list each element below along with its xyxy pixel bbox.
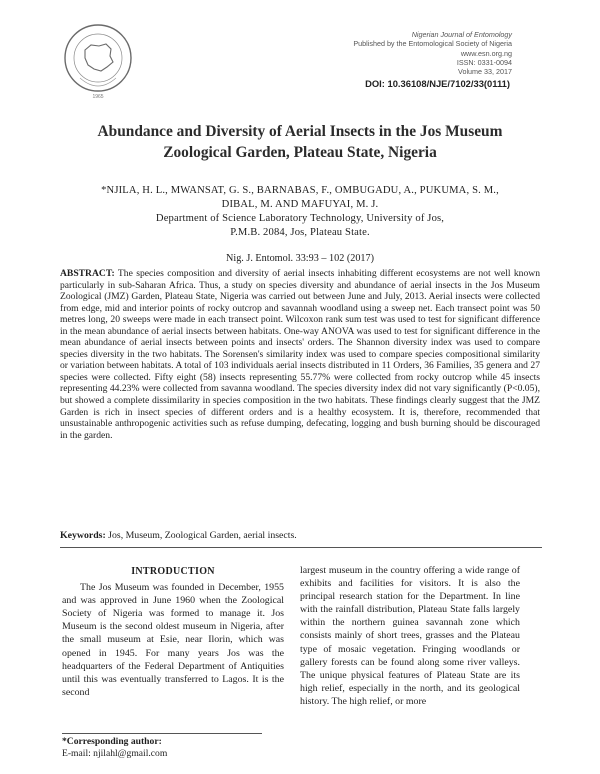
article-title [60, 121, 540, 163]
corresponding-author-email[interactable]: E-mail: njilahl@gmail.com [62, 747, 168, 759]
keywords-label: Keywords: [60, 530, 106, 541]
affiliation-line-2: P.M.B. 2084, Jos, Plateau State. [230, 227, 370, 238]
section-divider [60, 547, 542, 548]
journal-name: Nigerian Journal of Entomology [411, 30, 512, 39]
title-line-2: Zoological Garden, Plateau State, Nigeria [163, 144, 437, 161]
authors-line-2: DIBAL, M. AND MAFUYAI, M. J. [221, 199, 379, 210]
intro-paragraph-right: largest museum in the country offering a wide range of exhibits and facilities for visitors. It is also the principal research station for the Department. In line with the rainfall distribution, Plateau State falls largely within the northern guinea savannah zone which consists mainly of short trees, grasses and the Plateau type of mosaic vegetation. Fringing woodlands or gallery forests can be found along some river valleys. The unique physical features of Plateau State are its high relief, especially in the north, and its geological history. The high relief, or more [300, 565, 520, 707]
society-seal-logo [58, 20, 138, 100]
footnote-divider [62, 733, 262, 734]
affiliation-line-1: Department of Science Laboratory Technology, University of Jos, [155, 213, 445, 224]
keywords-text: Jos, Museum, Zoological Garden, aerial insects. [105, 530, 297, 541]
intro-right-column [300, 564, 520, 708]
issn: ISSN: 0331-0094 [456, 57, 512, 67]
introduction-heading: INTRODUCTION [131, 566, 215, 577]
corresponding-author-label: *Corresponding author: [62, 736, 162, 747]
corresponding-author-footnote [62, 736, 284, 759]
publisher: Published by the Entomological Society of Nigeria [353, 39, 512, 49]
authors-line-1: *NJILA, H. L., MWANSAT, G. S., BARNABAS, F., OMBUGADU, A., PUKUMA, S. M., [101, 185, 499, 196]
journal-info [353, 30, 512, 76]
title-line-1: Abundance and Diversity of Aerial Insects in the Jos Museum [97, 123, 503, 140]
citation: Nig. J. Entomol. 33:93 – 102 (2017) [226, 253, 374, 264]
doi: DOI: 10.36108/NJE/7102/33(0111) [365, 78, 510, 89]
volume: Volume 33, 2017 [458, 67, 512, 77]
intro-paragraph-left: The Jos Museum was founded in December, 1955 and was approved in June 1960 when the Zoological Society of Nigeria was formed to manage it. Jos Museum is the second oldest museum in Nigeria, after the small museum at Esie, near Ilorin, which was opened in 1945. For many years Jos was the headquarters of the Federal Department of Antiquities until this was eventually transferred to Lagos. It is the second [62, 582, 284, 698]
abstract-text: The species composition and diversity of aerial insects inhabiting different ecosystems are not well known particularly in sub-Saharan Africa. Thus, a study on species diversity and abundance of aerial insects in the Jos Museum Zoological (JMZ) Garden, Plateau State, Nigeria was carried out between June and July, 2013. Aerial insects were collected from edge, mid and interior points of rocky outcrop and savannah woodland using a sweep net. Each transect point was 50 metres long, 20 sweeps were made in each transect point. Wilcoxon rank sum test was used to test for significant difference in the mean abundance of aerial insects between habitats. One-way ANOVA was used to test for significant difference in the mean abundance of aerial insects between points and insects' orders. The Shannon diversity index was used to compare species diversity in the two habitats. The Sorensen's similarity index was used to compare species compositional similarity or variation between habitats. A total of 103 individuals aerial insects distributed in 11 Orders, 36 Families, 35 genera and 27 species were collected. Fifty eight (58) insects representing 55.77% were collected from rocky outcrop while 45 insects representing 44.23% were collected from savanna woodland. The species diversity index did not vary significantly (P<0.05), but showed a complete dissimilarity in species composition in the two habitats. These findings clearly suggest that the JMZ Garden is rich in insect species of different orders and is a healthy ecosystem. It is, therefore, recommended that unsustainable anthropogenic activities such as refuse dumping, defecating, logging and bush burning should be discouraged in the garden. [60, 268, 540, 441]
authors-block [60, 184, 540, 240]
seal-year: 1965 [92, 94, 104, 100]
website-link[interactable]: www.esn.org.ng [460, 48, 512, 58]
intro-left-column [62, 565, 284, 699]
nigeria-map-seal-icon [58, 20, 138, 100]
abstract-label: ABSTRACT: [60, 268, 115, 279]
keywords [60, 530, 540, 541]
abstract [60, 268, 540, 441]
